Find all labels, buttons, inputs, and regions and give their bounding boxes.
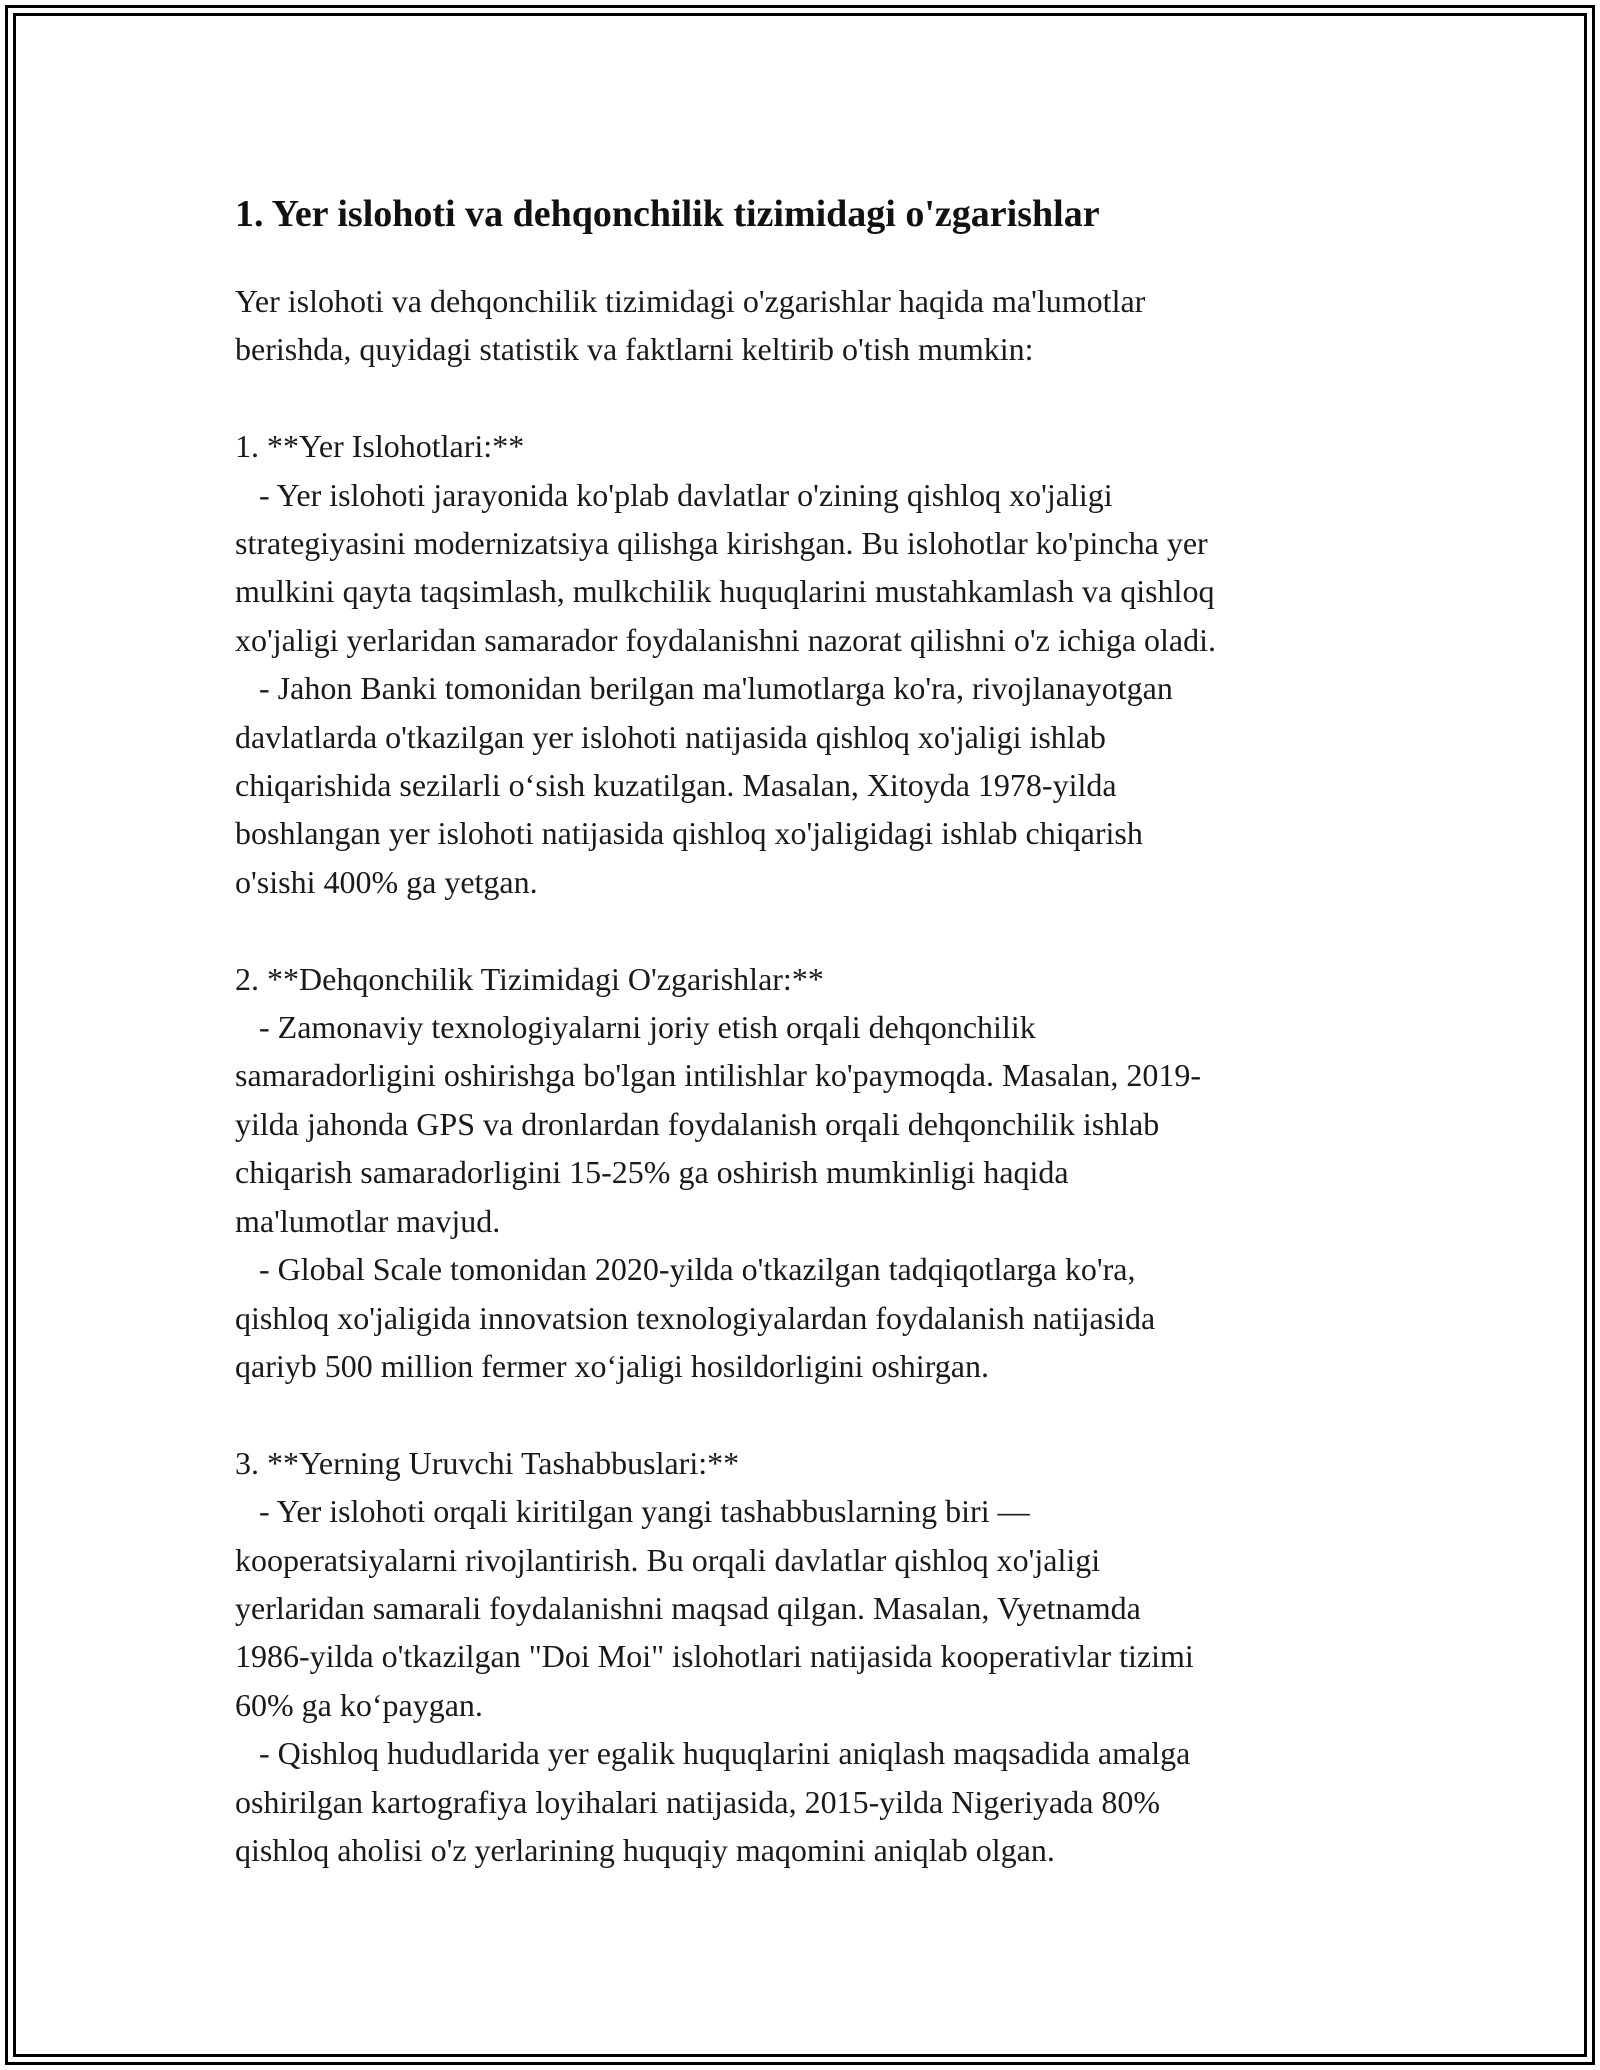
section-1 xyxy=(235,422,1365,906)
intro-paragraph: Yer islohoti va dehqonchilik tizimidagi o'zgarishlar haqida ma'lumotlar berishda, quyidagi statistik va faktlarni keltirib o'tish mumkin: xyxy=(235,283,1146,368)
document-body xyxy=(235,185,1365,1874)
section-2 xyxy=(235,955,1365,1391)
section-heading: 1. **Yer Islohotlari:** xyxy=(235,428,525,465)
bullet-item: - Jahon Banki tomonidan berilgan ma'lumotlarga ko'ra, rivojlanayotgan davlatlarda o'tkazilgan yer islohoti natijasida qishloq xo'jaligi ishlab chiqarishida sezilarli o‘sish kuzatilgan. Masalan, Xitoyda 1978-yilda boshlangan yer islohoti natijasida qishloq xo'jaligidagi ishlab chiqarish o'sishi 400% ga yetgan. xyxy=(235,670,1173,900)
bullet-item: - Qishloq hududlarida yer egalik huquqlarini aniqlash maqsadida amalga oshirilgan kartografiya loyihalari natijasida, 2015-yilda Nigeriyada 80% qishloq aholisi o'z yerlarining huquqiy maqomini aniqlab olgan. xyxy=(235,1735,1191,1868)
paragraph-spacer xyxy=(235,1390,1365,1438)
paragraph-spacer xyxy=(235,906,1365,954)
bullet-item: - Yer islohoti orqali kiritilgan yangi tashabbuslarning biri — kooperatsiyalarni rivojlantirish. Bu orqali davlatlar qishloq xo'jaligi yerlaridan samarali foydalanishni maqsad qilgan. Masalan, Vyetnamda 1986-yilda o'tkazilgan "Doi Moi" islohotlari natijasida kooperativlar tizimi 60% ga ko‘paygan. xyxy=(235,1493,1194,1723)
document-title: 1. Yer islohoti va dehqonchilik tizimidagi o'zgarishlar xyxy=(235,193,1100,235)
paragraph-spacer xyxy=(235,374,1365,422)
bullet-item: - Yer islohoti jarayonida ko'plab davlatlar o'zining qishloq xo'jaligi strategiyasini modernizatsiya qilishga kirishgan. Bu islohotlar ko'pincha yer mulkini qayta taqsimlash, mulkchilik huquqlarini mustahkamlash va qishloq xo'jaligi yerlaridan samarador foydalanishni nazorat qilishni o'z ichiga oladi. xyxy=(235,476,1216,658)
section-3 xyxy=(235,1439,1365,1875)
bullet-item: - Zamonaviy texnologiyalarni joriy etish orqali dehqonchilik samaradorligini oshirishga bo'lgan intilishlar ko'paymoqda. Masalan, 2019- yilda jahonda GPS va dronlardan foydalanish orqali dehqonchilik ishlab chiqarish samaradorligini 15-25% ga oshirish mumkinligi haqida ma'lumotlar mavjud. xyxy=(235,1009,1202,1239)
bullet-item: - Global Scale tomonidan 2020-yilda o'tkazilgan tadqiqotlarga ko'ra, qishloq xo'jaligida innovatsion texnologiyalardan foydalanish natijasida qariyb 500 million fermer xo‘jaligi hosildorligini oshirgan. xyxy=(235,1251,1156,1384)
section-heading: 3. **Yerning Uruvchi Tashabbuslari:** xyxy=(235,1444,740,1481)
section-heading: 2. **Dehqonchilik Tizimidagi O'zgarishlar:** xyxy=(235,960,824,997)
